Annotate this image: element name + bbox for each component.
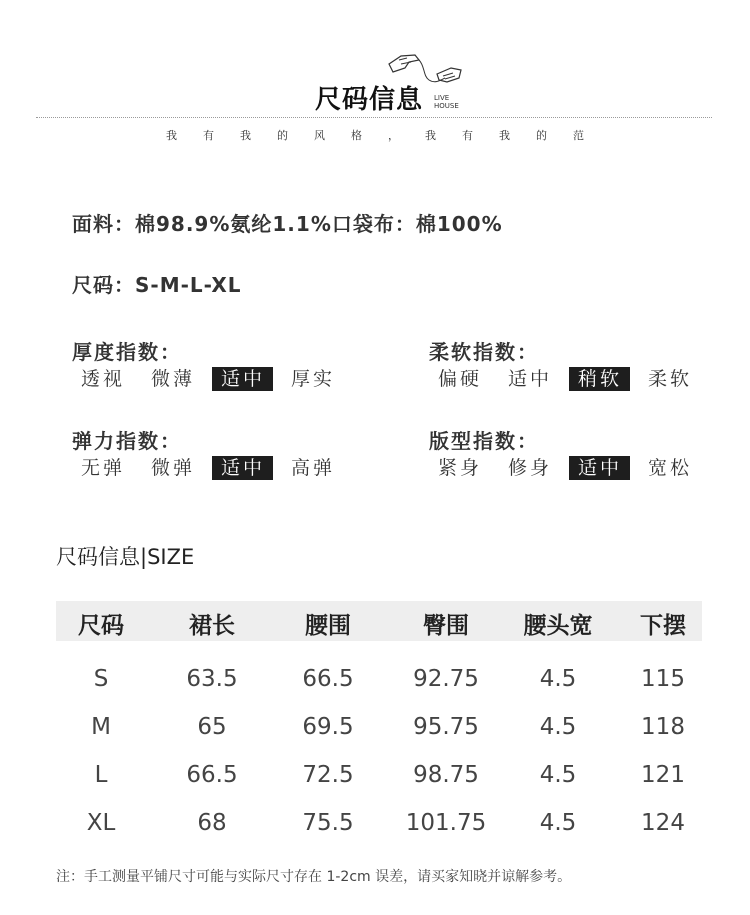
fit-option-selected: 适中 [569, 456, 639, 480]
page-title: 尺码信息 [315, 85, 424, 115]
table-cell: M [91, 714, 111, 740]
softness-option: 柔软 [648, 368, 693, 390]
brand-label: LIVE HOUSE [434, 94, 459, 110]
table-row [56, 810, 702, 840]
table-header-cell: 臀围 [423, 613, 469, 639]
table-cell: 69.5 [302, 714, 354, 740]
elasticity-option: 无弹 [81, 457, 126, 479]
table-row [56, 714, 702, 744]
table-cell: 98.75 [413, 762, 479, 788]
table-cell: 75.5 [302, 810, 354, 836]
softness-options [429, 367, 709, 391]
table-cell: 72.5 [302, 762, 354, 788]
measurement-note: 注：手工测量平铺尺寸可能与实际尺寸存在 1-2cm 误差，请买家知晓并谅解参考。 [56, 869, 572, 885]
table-cell: 66.5 [302, 666, 354, 692]
fit-option: 紧身 [438, 457, 483, 479]
fabric-value: 棉98.9%氨纶1.1%口袋布：棉100% [135, 212, 503, 236]
table-cell: 101.75 [405, 810, 487, 836]
table-header-cell: 腰头宽 [523, 613, 593, 639]
table-cell: 63.5 [186, 666, 238, 692]
thickness-option: 透视 [81, 368, 126, 390]
table-cell: L [94, 762, 108, 788]
table-cell: 4.5 [539, 810, 577, 836]
fit-option: 宽松 [648, 457, 693, 479]
fabric-line [72, 208, 503, 237]
thickness-title: 厚度指数： [72, 340, 182, 364]
table-cell: 124 [641, 810, 685, 836]
sizes-label: 尺码： [72, 273, 135, 297]
table-cell: 65 [197, 714, 227, 740]
table-cell: 4.5 [539, 714, 577, 740]
table-header-cell: 腰围 [305, 613, 351, 639]
table-cell: 115 [641, 666, 685, 692]
thickness-options [72, 367, 352, 391]
fabric-label: 面料： [72, 212, 135, 236]
softness-option: 适中 [508, 368, 553, 390]
thickness-option-selected: 适中 [212, 367, 282, 391]
table-cell: 121 [641, 762, 685, 788]
table-cell: 66.5 [186, 762, 238, 788]
size-table-title: 尺码信息|SIZE [56, 545, 195, 569]
elasticity-option-selected: 适中 [212, 456, 282, 480]
fit-option: 修身 [508, 457, 553, 479]
table-cell: 95.75 [413, 714, 479, 740]
table-cell: 4.5 [539, 666, 577, 692]
fit-options [429, 456, 709, 480]
sizes-line [72, 269, 242, 298]
softness-option-selected: 稍软 [569, 367, 639, 391]
table-cell: 4.5 [539, 762, 577, 788]
fit-title: 版型指数： [429, 429, 539, 453]
divider [36, 117, 712, 118]
softness-title: 柔软指数： [429, 340, 539, 364]
thickness-option: 微薄 [151, 368, 196, 390]
slogan: 我 有 我 的 风 格 ， 我 有 我 的 范 [166, 129, 584, 142]
table-cell: 92.75 [413, 666, 479, 692]
table-header [56, 601, 702, 641]
table-row [56, 666, 702, 696]
sizes-value: S-M-L-XL [135, 273, 242, 297]
elasticity-title: 弹力指数： [72, 429, 182, 453]
elasticity-options [72, 456, 352, 480]
table-cell: 68 [197, 810, 227, 836]
softness-option: 偏硬 [438, 368, 483, 390]
elasticity-option: 微弹 [151, 457, 196, 479]
table-header-cell: 尺码 [78, 613, 124, 639]
thickness-option: 厚实 [291, 368, 336, 390]
table-row [56, 762, 702, 792]
table-cell: XL [86, 810, 116, 836]
elasticity-option: 高弹 [291, 457, 336, 479]
table-cell: 118 [641, 714, 685, 740]
table-header-cell: 下摆 [640, 613, 686, 639]
table-header-cell: 裙长 [189, 613, 235, 639]
table-cell: S [93, 666, 109, 692]
